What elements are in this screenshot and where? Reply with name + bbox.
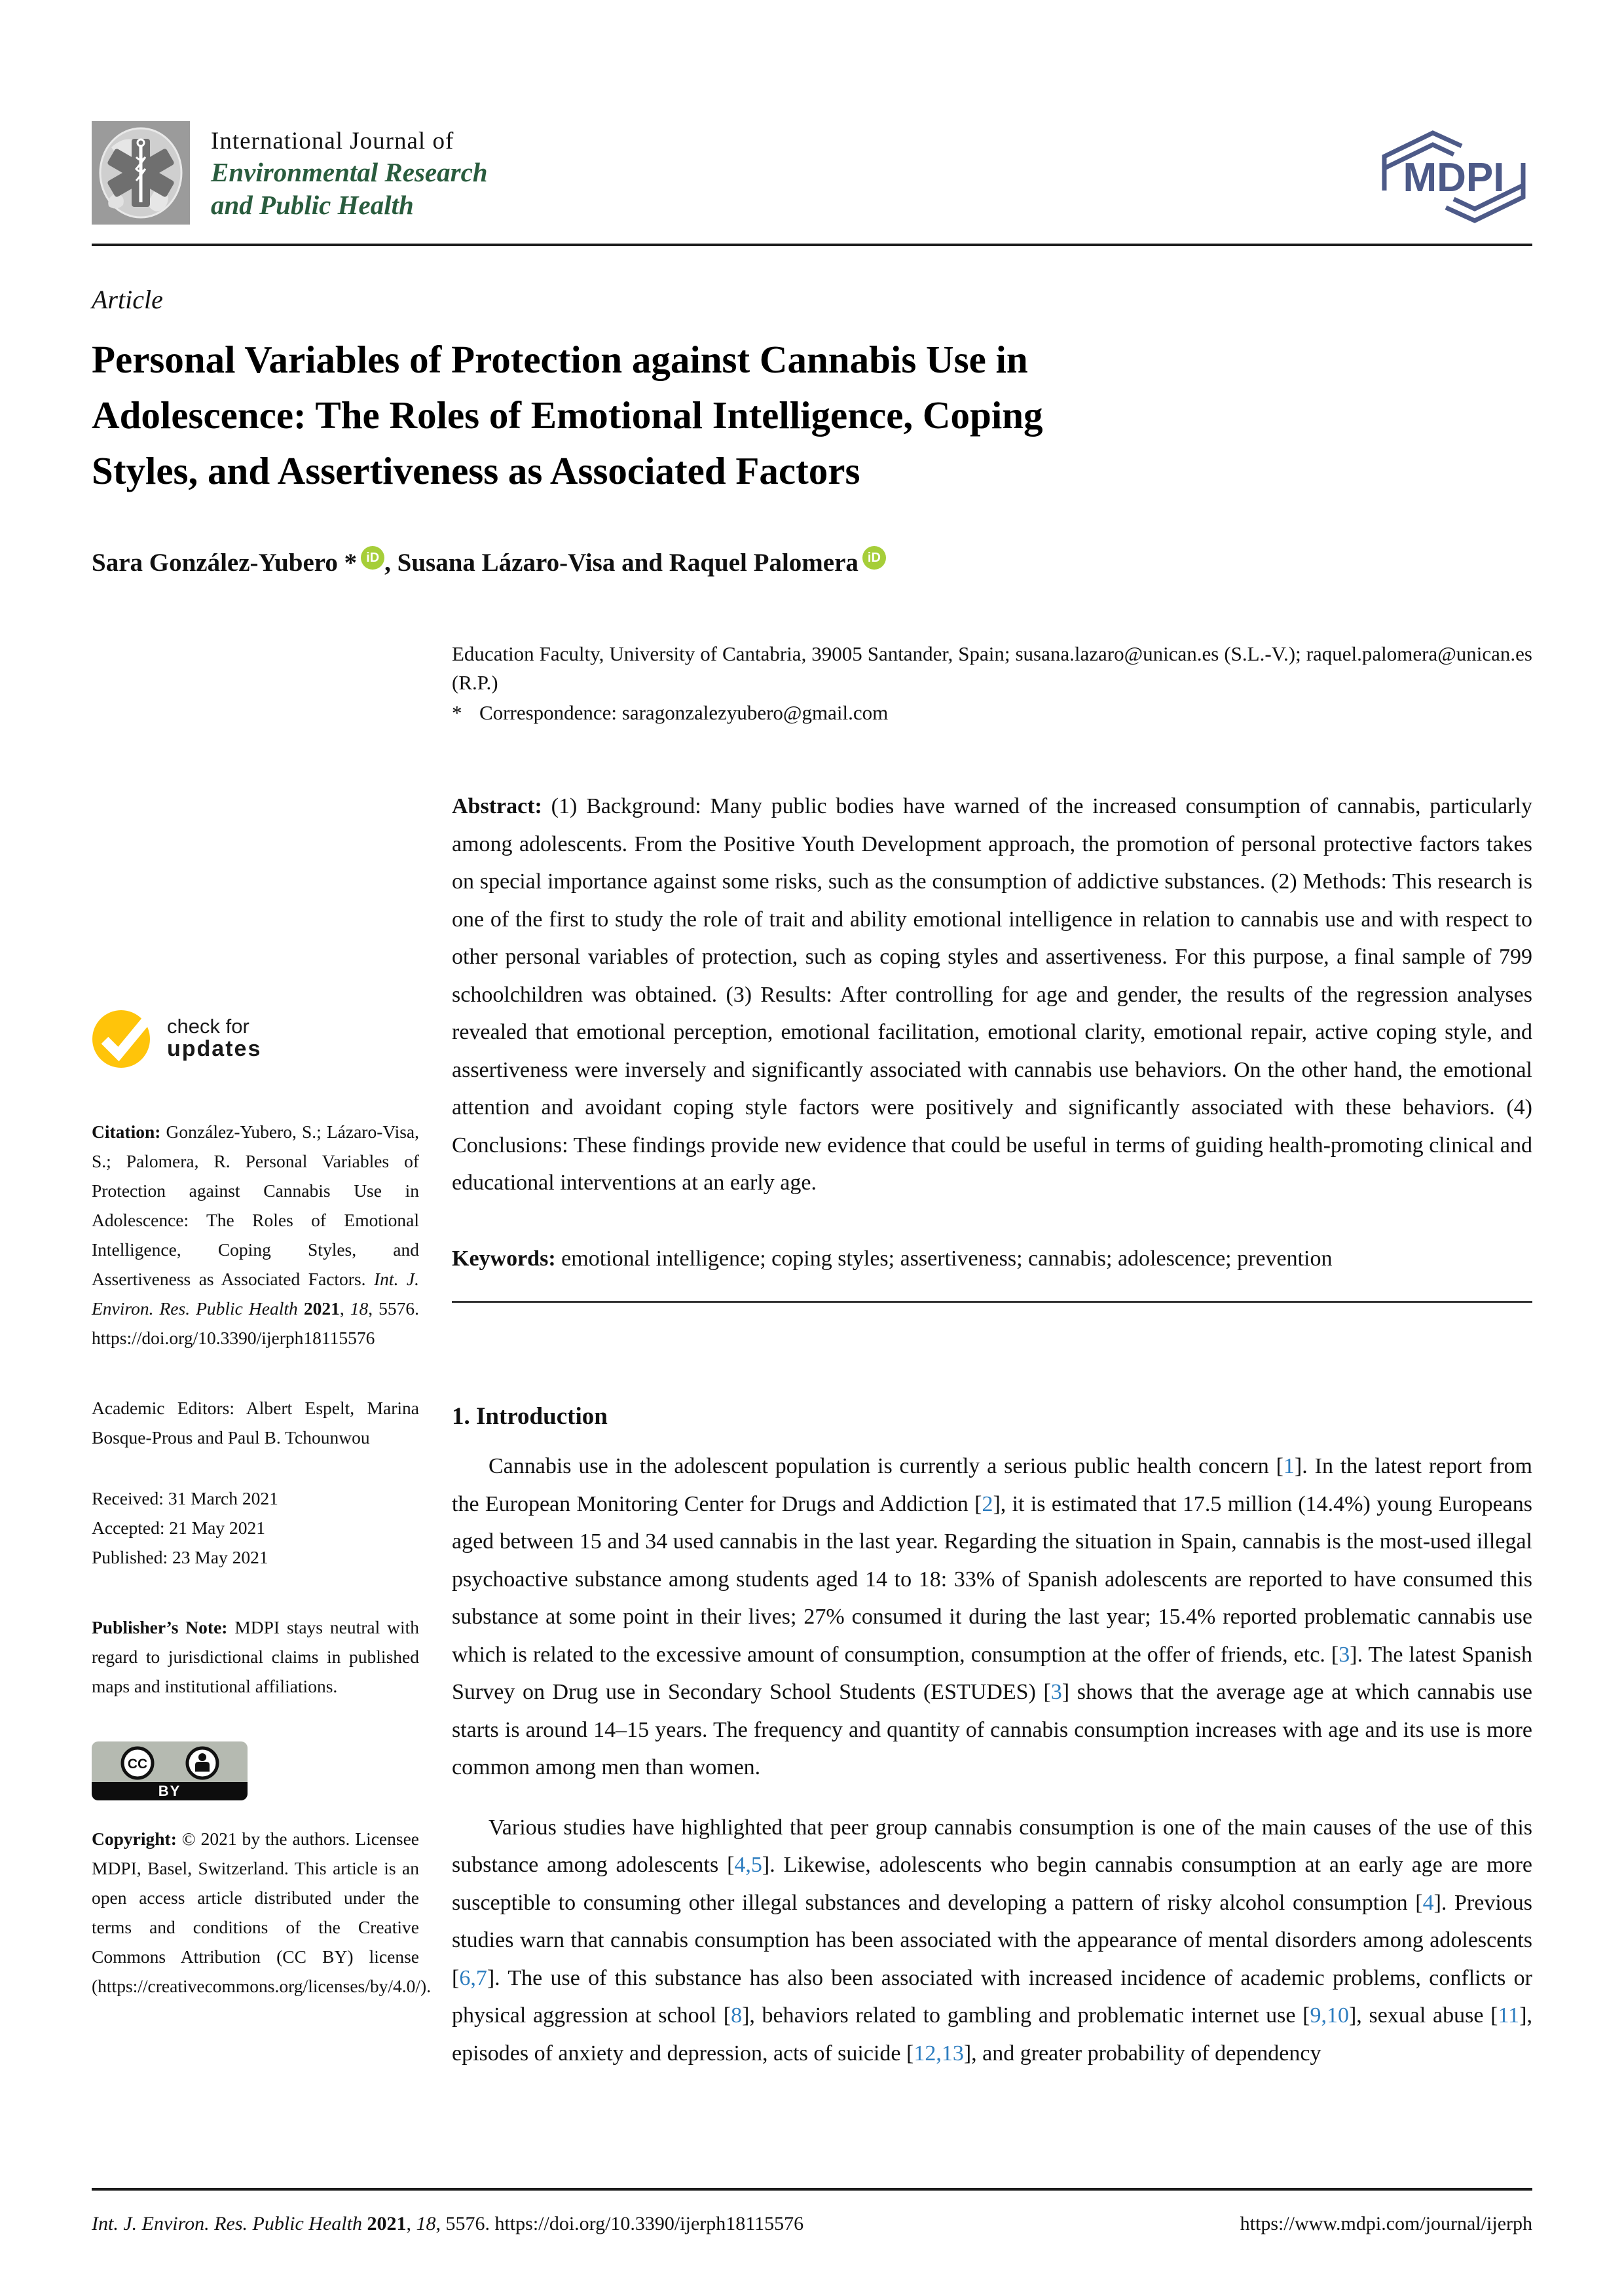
reference-link[interactable]: 6,7 [459, 1965, 487, 1990]
accepted-date: Accepted: 21 May 2021 [92, 1518, 265, 1538]
reference-link[interactable]: 12,13 [913, 2041, 964, 2066]
paper-title [92, 332, 1532, 499]
text-run: MDPI stays neutral with regard to jurisdictional claims in published maps and institutional affiliations. [92, 1617, 419, 1696]
text-run: Citation: [92, 1121, 166, 1142]
reference-link[interactable]: 4 [1422, 1890, 1434, 1915]
reference-link[interactable]: 11 [1498, 2003, 1520, 2028]
footer-journal-url[interactable]: https://www.mdpi.com/journal/ijerph [1240, 2213, 1532, 2234]
creative-commons-icon [120, 1745, 155, 1781]
text-run: 18 [416, 2213, 436, 2234]
text-run: © 2021 by the authors. Licensee MDPI, Basel, Switzerland. This article is an open access article distributed under the terms and conditions of the Creative Commons Attribution (CC BY) license (https://creativecommons.org/licenses/by/4.0/). [92, 1829, 432, 1996]
header-divider [92, 244, 1532, 246]
text-run: , [339, 1298, 350, 1319]
correspondence-email[interactable]: Correspondence: saragonzalezyubero@gmail.com [479, 701, 889, 724]
keywords [452, 1240, 1532, 1278]
text-run: ] shows that the average age at which cannabis use starts is around 14–15 years. The frequency and quantity of cannabis consumption increases with age and its use is more common among men than women. [452, 1680, 1532, 1779]
title-line-2: Adolescence: The Roles of Emotional Intelligence, Coping [92, 393, 1043, 437]
text-run: ], episodes of anxiety and depression, acts of suicide [ [452, 2003, 1533, 2066]
text-run: Int. J. Environ. Res. Public Health [92, 1269, 419, 1319]
text-run: ]. Previous studies warn that cannabis consumption has been associated with the appearance of mental disorders among adolescents [ [452, 1890, 1532, 1990]
text-run: 18 [350, 1298, 369, 1319]
mdpi-logo [1375, 128, 1532, 229]
author-1: Sara González-Yubero * [92, 549, 358, 577]
cc-by-label: BY [92, 1782, 248, 1800]
attribution-person-icon [185, 1745, 220, 1781]
publishers-note [92, 1613, 419, 1701]
correspondence-marker: * [452, 701, 462, 724]
orcid-icon[interactable]: iD [361, 546, 384, 570]
text-run: , 5576. https://doi.org/10.3390/ijerph18115576 [435, 2213, 804, 2234]
text-run: 2021 [367, 2213, 407, 2234]
reference-link[interactable]: 8 [731, 2003, 743, 2028]
title-line-3: Styles, and Assertiveness as Associated Factors [92, 449, 860, 492]
title-line-1: Personal Variables of Protection against Cannabis Use in [92, 338, 1028, 381]
page-footer [92, 2188, 1532, 2235]
cc-badge-icons [92, 1741, 248, 1782]
journal-name [211, 121, 488, 221]
received-date: Received: 31 March 2021 [92, 1488, 278, 1508]
text-run: ]. In the latest report from the European Monitoring Center for Drugs and Addiction [ [452, 1454, 1532, 1516]
text-run: Copyright: [92, 1829, 182, 1849]
footer-divider [92, 2188, 1532, 2191]
text-run: emotional intelligence; coping styles; assertiveness; cannabis; adolescence; prevention [561, 1246, 1333, 1271]
text-run: 2021 [303, 1298, 340, 1319]
left-sidebar [92, 640, 432, 2001]
journal-logo [92, 121, 190, 225]
text-run: ]. The latest Spanish Survey on Drug use in Secondary School Students (ESTUDES) [ [452, 1642, 1533, 1704]
check-badge-text: check for updates [167, 1015, 262, 1061]
affiliation: Education Faculty, University of Cantabria, 39005 Santander, Spain; susana.lazaro@unican.es (S.L.-V.); raquel.palomera@unican.es (R.P.) [452, 642, 1532, 694]
journal-name-line3: and Public Health [211, 190, 414, 221]
copyright-notice [92, 1824, 432, 2001]
author-list [92, 546, 1532, 577]
intro-paragraph-1 [452, 1448, 1532, 1787]
text-run: Publisher’s Note: [92, 1617, 235, 1637]
intro-paragraph-2 [452, 1809, 1532, 2073]
text-run: (1) Background: Many public bodies have warned of the increased consumption of cannabis, particularly among adolescents. From the Positive Youth Development approach, the promotion of personal protective factors takes on special importance against some risks, such as the consumption of addictive substances. (2) Methods: This research is one of the first to study the role of trait and ability emotional intelligence in relation to cannabis use and with respect to other personal variables of protection, such as coping styles and assertiveness. For this purpose, a final sample of 799 schoolchildren was obtained. (3) Results: After controlling for age and gender, the results of the regression analyses revealed that emotional perception, emotional facilitation, emotional clarity, emotional repair, active coping style, and assertiveness were inversely and significantly associated with cannabis use behaviors. On the other hand, the emotional attention and avoidant coping style factors were positively and significantly associated with these behaviors. (4) Conclusions: These findings provide new evidence that could be useful in terms of guiding health-promoting clinical and educational interventions at an early age. [452, 794, 1533, 1195]
text-run: , 5576. https://doi.org/10.3390/ijerph18115576 [92, 1298, 420, 1348]
published-date: Published: 23 May 2021 [92, 1547, 268, 1567]
globe-star-of-life-icon [92, 121, 190, 225]
article-type-label: Article [92, 285, 163, 314]
check-icon [92, 1008, 154, 1070]
reference-link[interactable]: 1 [1283, 1454, 1295, 1478]
check-for-updates-badge[interactable] [92, 1008, 288, 1070]
svg-text:CC: CC [127, 1757, 147, 1772]
text-run: , [406, 2213, 416, 2234]
text-run: ], and greater probability of dependency [963, 2041, 1321, 2066]
reference-link[interactable]: 2 [982, 1491, 993, 1516]
text-run: Cannabis use in the adolescent population is currently a serious public health concern [ [489, 1454, 1283, 1478]
academic-editors: Academic Editors: Albert Espelt, Marina Bosque-Prous and Paul B. Tchounwou [92, 1398, 419, 1448]
journal-name-line2: Environmental Research [211, 157, 488, 188]
reference-link[interactable]: 4,5 [734, 1853, 762, 1877]
abstract [452, 788, 1532, 1202]
section-heading-introduction: 1. Introduction [452, 1403, 608, 1430]
main-column [452, 640, 1532, 2094]
citation-block [92, 1117, 419, 1353]
reference-link[interactable]: 9,10 [1310, 2003, 1349, 2028]
text-run: Keywords: [452, 1246, 562, 1271]
text-run: Int. J. Environ. Res. Public Health [92, 2213, 367, 2234]
text-run: González-Yubero, S.; Lázaro-Visa, S.; Palomera, R. Personal Variables of Protection against Cannabis Use in Adolescence: The Roles of Emotional Intelligence, Coping Styles, and Assertiveness as Associated Factors. [92, 1121, 419, 1289]
footer-citation [92, 2213, 803, 2235]
text-run: Abstract: [452, 794, 551, 818]
text-run: ], it is estimated that 17.5 million (14.4%) young Europeans aged between 15 and 34 used cannabis in the last year. Regarding the situation in Spain, cannabis is the most-used illegal psychoactive substance among students aged 14 to 18: 33% of Spanish adolescents are reported to have consumed this substance at some point in their lives; 27% consumed it during the last year; 15.4% reported problematic cannabis use which is related to the excessive amount of consumption, consumption at the offer of friends, etc. [ [452, 1491, 1532, 1667]
orcid-icon[interactable]: iD [862, 546, 886, 570]
cc-by-license-badge[interactable] [92, 1741, 248, 1800]
article-dates [92, 1484, 419, 1572]
page-header [92, 121, 1532, 229]
text-run: ]. Likewise, adolescents who begin cannabis consumption at an early age are more susceptible to consuming other illegal substances and developing a pattern of risky alcohol consumption [ [452, 1853, 1533, 1915]
text-run: ]. The use of this substance has also been associated with increased incidence of academic problems, conflicts or physical aggression at school [ [452, 1965, 1532, 2028]
author-2: , Susana Lázaro-Visa and Raquel Palomera [384, 549, 858, 577]
text-run: ], sexual abuse [ [1348, 2003, 1498, 2028]
correspondence-line [452, 699, 1532, 727]
keywords-divider [452, 1301, 1532, 1303]
text-run: Various studies have highlighted that peer group cannabis consumption is one of the main causes of the use of this substance among adolescents [ [452, 1815, 1532, 1877]
reference-link[interactable]: 3 [1338, 1642, 1350, 1667]
svg-text:MDPI: MDPI [1403, 155, 1505, 200]
reference-link[interactable]: 3 [1050, 1680, 1062, 1704]
journal-name-line1: International Journal of [211, 128, 454, 155]
text-run: ], behaviors related to gambling and problematic internet use [ [742, 2003, 1310, 2028]
mdpi-hexagon-icon [1375, 128, 1532, 226]
